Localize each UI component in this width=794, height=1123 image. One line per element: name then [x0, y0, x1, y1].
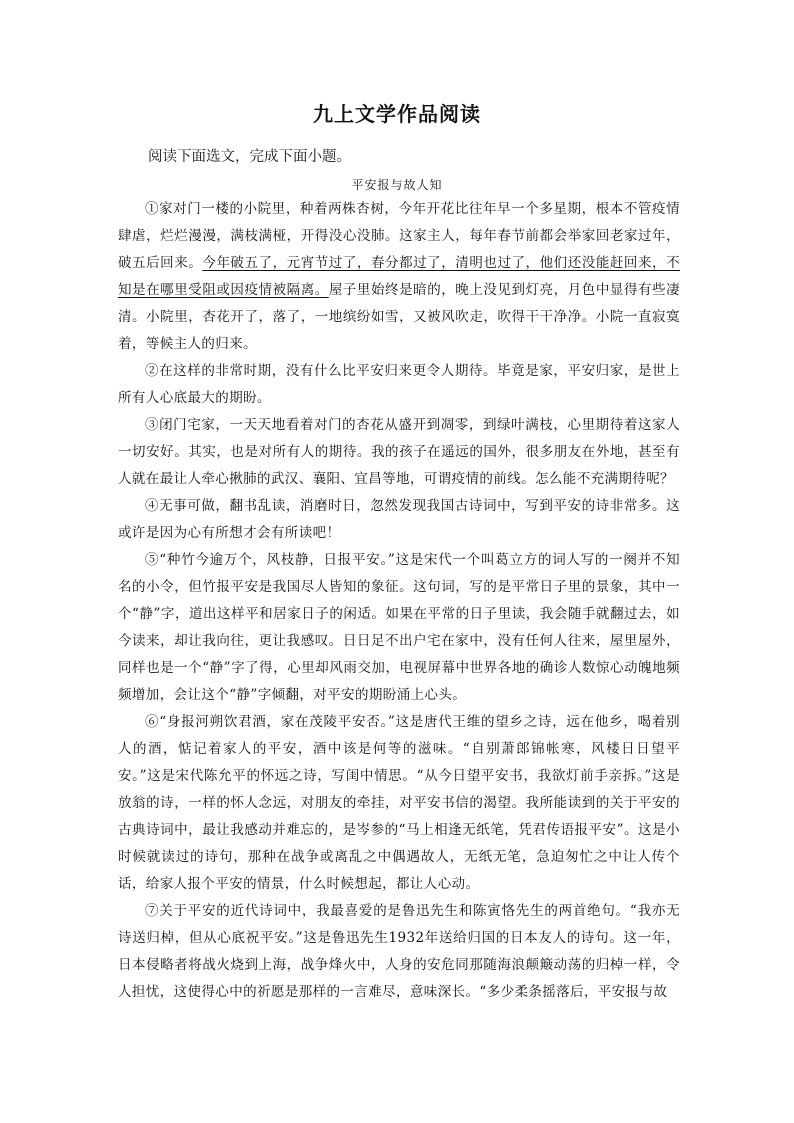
- article-title: 平安报与故人知: [351, 178, 443, 192]
- instruction-text: 阅读下面选文，完成下面小题。: [148, 149, 351, 165]
- paragraph-7: ⑦关于平安的近代诗词中，我最喜爱的是鲁迅先生和陈寅恪先生的两首绝句。“我亦无诗送归棹，但从心底祝平安。”这是鲁迅先生1932年送给归国的日本友人的诗句。这一年，日本侵略者将战火烧到上海，战争烽火中，人身的安危同那随海浪颠簸动荡的归棹一样，令人担忧，这使得心中的祈愿是那样的一言难尽，意味深长。“多少柔条摇落后，平安报与故: [118, 903, 680, 1000]
- paragraph-3: ③闭门宅家，一天天地看着对门的杏花从盛开到凋零，到绿叶满枝，心里期待着这家人一切安好。其实，也是对所有人的期待。我的孩子在遥远的国外，很多朋友在外地，甚至有人就在最让人牵心揪肺的武汉、襄阳、宜昌等地，可谓疫情的前线。怎么能不充满期待呢？: [118, 417, 680, 487]
- paragraph-4: ④无事可做，翻书乱读，消磨时日，忽然发现我国古诗词中，写到平安的诗非常多。这或许是因为心有所想才会有所读吧！: [118, 498, 680, 541]
- page-title: 九上文学作品阅读: [313, 102, 481, 126]
- underlined-sentence: 今年破五了，元宵节过了，春分都过了，清明也过了，他们还没能赶回来，不知是在哪里受阻或因疫情被隔离。: [118, 255, 680, 298]
- article-body: [118, 196, 680, 1006]
- paragraph-1-text-b: 屋子里始终是暗的，晚上没见到灯亮，月色中显得有些凄清。小院里，杏花开了，落了，一地缤纷如雪，又被风吹走，吹得干干净净。小院一直寂寞着，等候主人的归来。: [118, 282, 681, 352]
- paragraph-6: ⑥“身报河朔饮君酒，家在茂陵平安否。”这是唐代王维的望乡之诗，远在他乡，喝着别人的酒，惦记着家人的平安，酒中该是何等的滋味。“自别萧郎锦帐寒，风楼日日望平安。”这是宋代陈允平的怀远之诗，写闺中情思。“从今日望平安书，我欲灯前手亲拆。”这是放翁的诗，一样的怀人念远，对朋友的牵挂，对平安书信的渴望。我所能读到的关于平安的古典诗词中，最让我感动并难忘的，是岑参的“马上相逢无纸笔，凭君传语报平安”。这是小时候就读过的诗句，那种在战争或离乱之中偶遇故人，无纸无笔，急迫匆忙之中让人传个话，给家人报个平安的情景，什么时候想起，都让人心动。: [118, 714, 680, 892]
- paragraph-1: [118, 196, 680, 358]
- paragraph-5: ⑤“种竹今逾万个，风枝静，日报平安。”这是宋代一个叫葛立方的词人写的一阕并不知名的小令，但竹报平安是我国尽人皆知的象征。这句词，写的是平常日子里的景象，其中一个“静”字，道出这样平和居家日子的闲适。如果在平常的日子里读，我会随手就翻过去，如今读来，却让我向往，更让我感叹。日日足不出户宅在家中，没有任何人往来，屋里屋外，同样也是一个“静”字了得，心里却风雨交加，电视屏幕中世界各地的确诊人数惊心动魄地频频增加，会让这个“静”字倾翻，对平安的期盼涌上心头。: [118, 552, 680, 703]
- paragraph-2: ②在这样的非常时期，没有什么比平安归来更令人期待。毕竟是家，平安归家，是世上所有人心底最大的期盼。: [118, 363, 680, 406]
- paragraph-1-text-a: ①家对门一楼的小院里，种着两株杏树，今年开花比往年早一个多星期，根本不管疫情肆虐，烂烂漫漫，满枝满桠，开得没心没肺。这家主人，每年春节前都会举家回老家过年，破五后回来。: [118, 201, 680, 271]
